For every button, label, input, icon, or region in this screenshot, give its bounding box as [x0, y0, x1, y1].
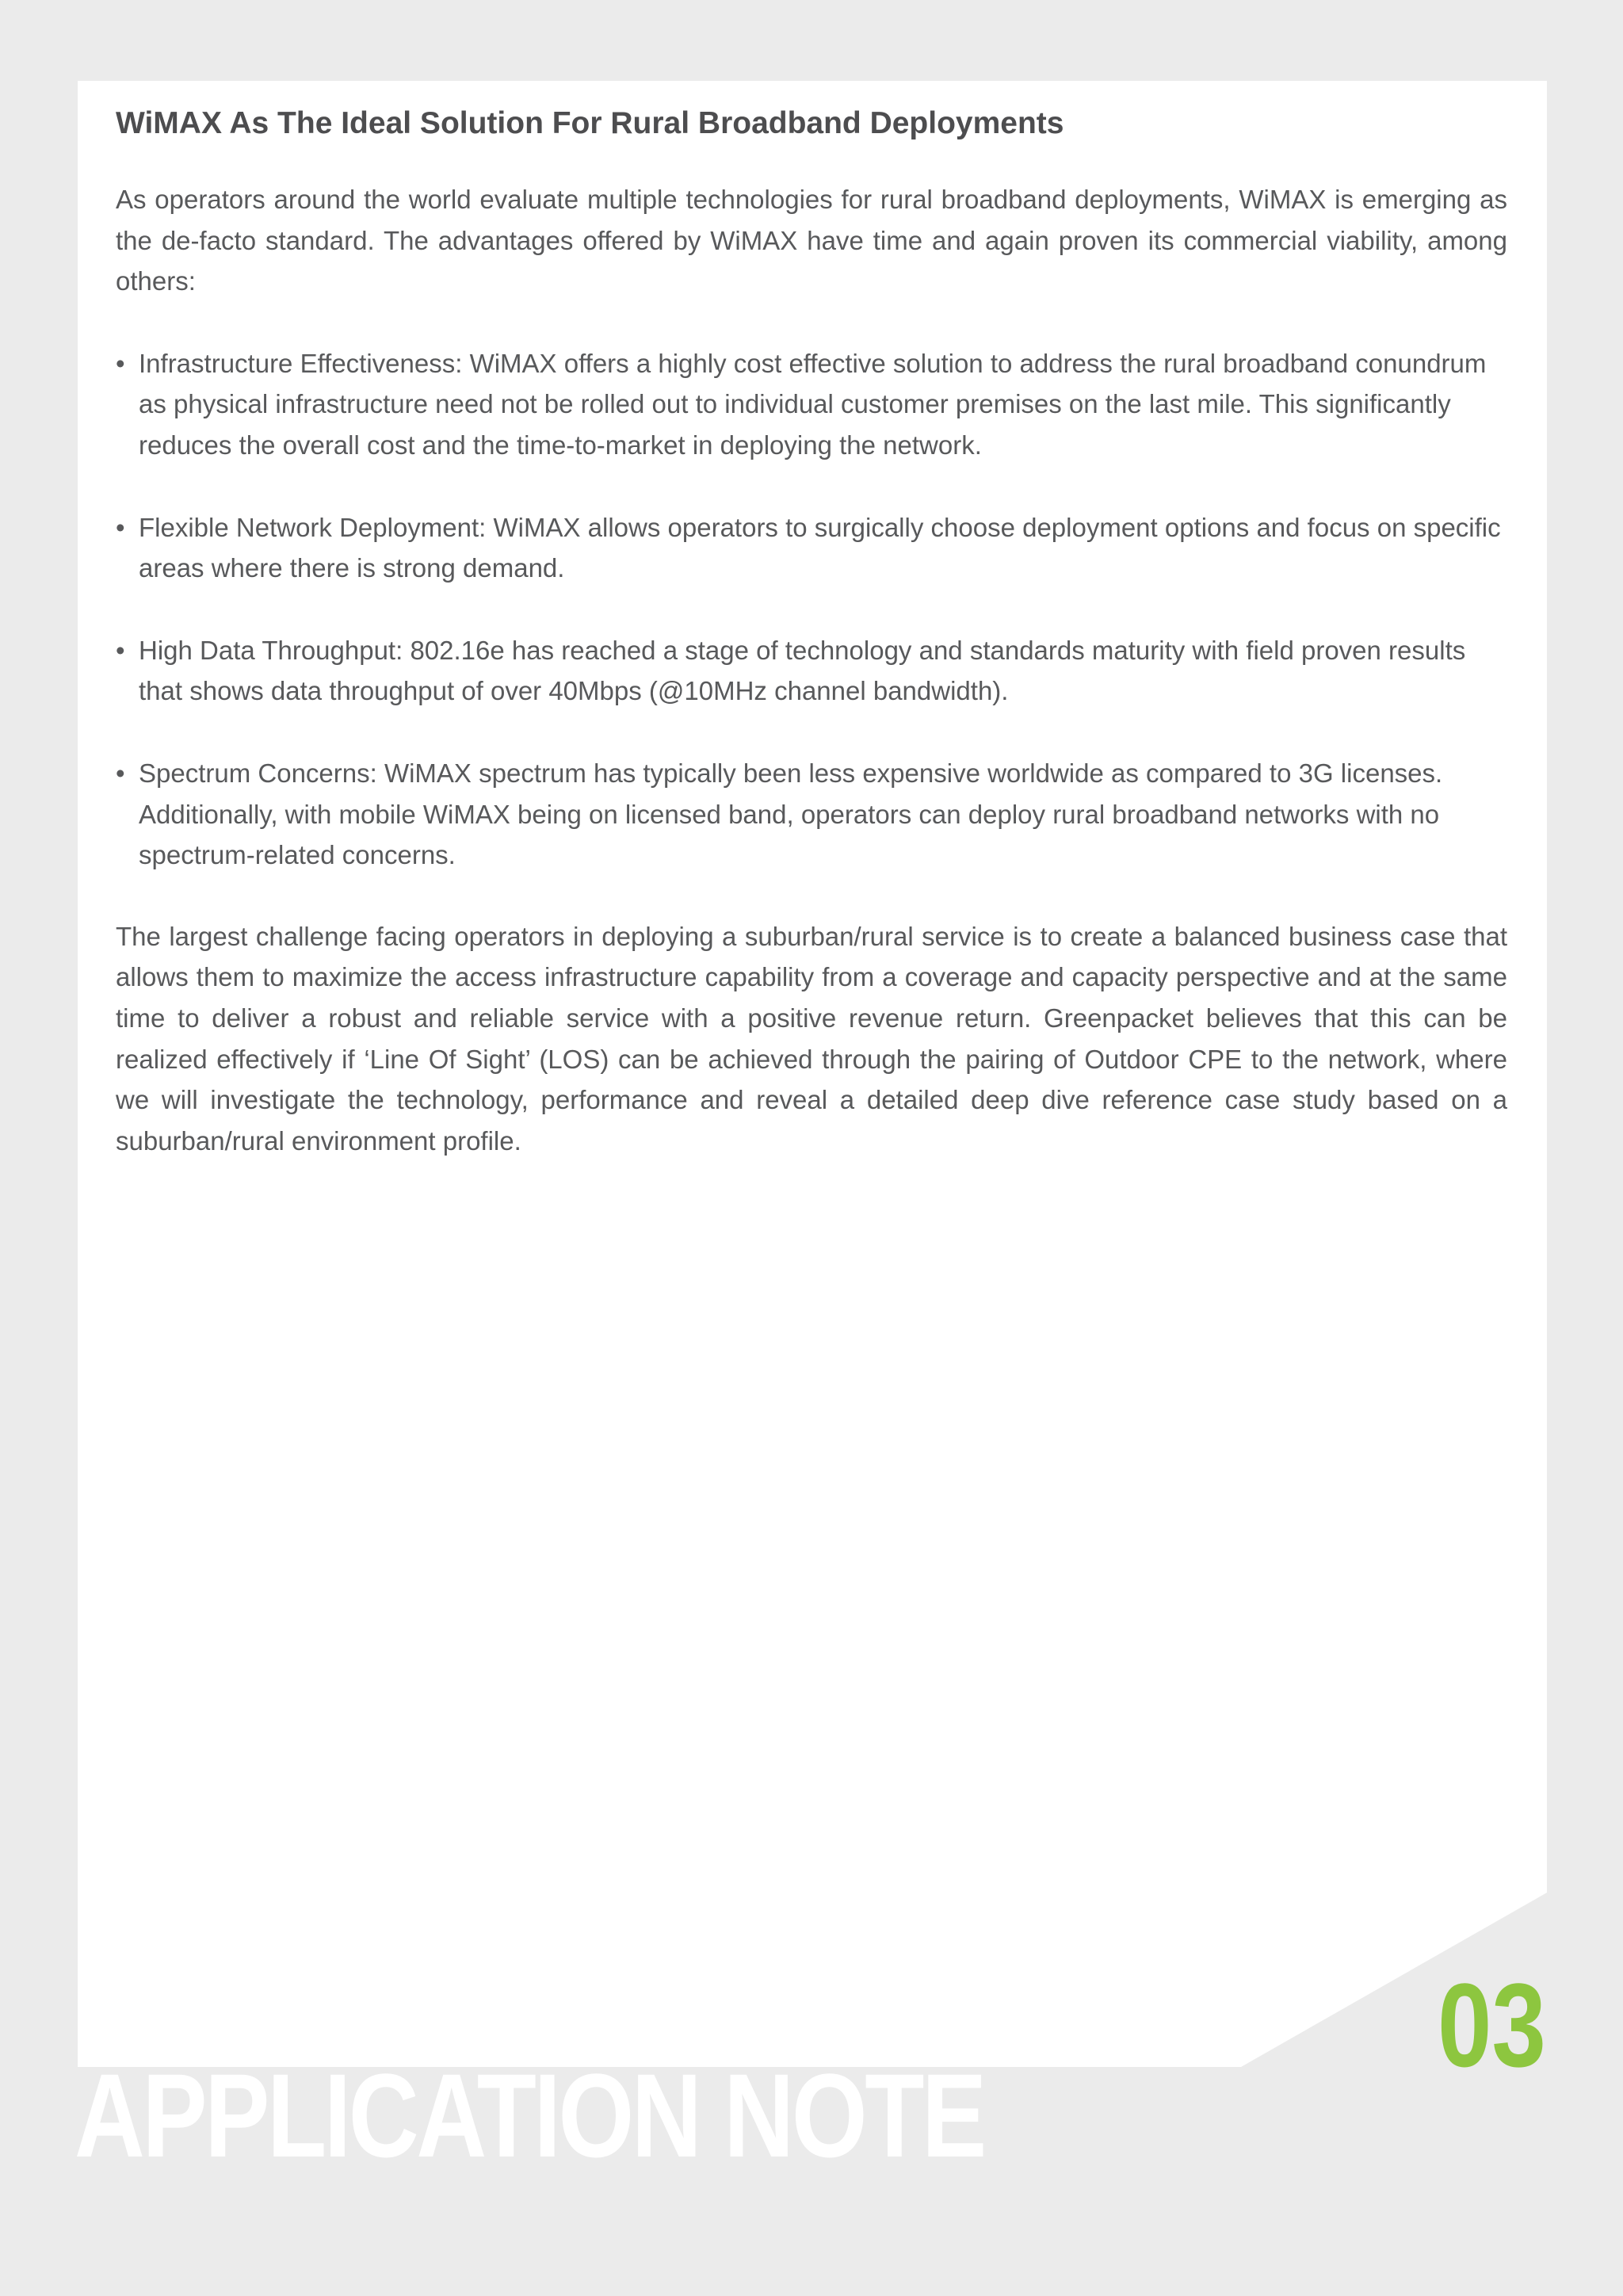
intro-paragraph: As operators around the world evaluate multiple technologies for rural broadband deployments, WiMAX is emerging as the de-facto standard. The advantages offered by WiMAX have time and again proven its commercial viability, among others:: [116, 185, 1507, 296]
list-item: [116, 343, 1507, 466]
application-note-watermark: APPLICATION NOTE: [74, 2049, 984, 2182]
document-body: [116, 101, 1507, 1161]
document-title: WiMAX As The Ideal Solution For Rural Broadband Deployments: [116, 106, 1064, 140]
advantages-list: [116, 343, 1507, 876]
list-item: [116, 507, 1507, 589]
list-item-text: High Data Throughput: 802.16e has reached a stage of technology and standards maturity with field proven results that shows data throughput of over 40Mbps (@10MHz channel bandwidth).: [139, 635, 1466, 706]
page-number: 03: [1438, 1958, 1546, 2092]
bullet-dot: •: [116, 635, 125, 665]
bullet-dot: •: [116, 512, 125, 542]
bullet-dot: •: [116, 758, 125, 788]
list-item-text: Spectrum Concerns: WiMAX spectrum has typically been less expensive worldwide as compared to 3G licenses. Additionally, with mobile WiMAX being on licensed band, operators can deploy rural broadband networks with no spectrum-related concerns.: [139, 758, 1443, 870]
list-item: [116, 753, 1507, 876]
closing-paragraph: The largest challenge facing operators in deploying a suburban/rural service is to create a balanced business case that allows them to maximize the access infrastructure capability from a coverage and capacity perspective and at the same time to deliver a robust and reliable service with a positive revenue return. Greenpacket believes that this can be realized effectively if ‘Line Of Sight’ (LOS) can be achieved through the pairing of Outdoor CPE to the network, where we will investigate the technology, performance and reveal a detailed deep dive reference case study based on a suburban/rural environment profile.: [116, 921, 1507, 1156]
list-item-text: Infrastructure Effectiveness: WiMAX offers a highly cost effective solution to address the rural broadband conundrum as physical infrastructure need not be rolled out to individual customer premises on the last mile. This significantly reduces the overall cost and the time-to-market in deploying the network.: [139, 348, 1487, 460]
list-item: [116, 630, 1507, 712]
list-item-text: Flexible Network Deployment: WiMAX allows operators to surgically choose deployment options and focus on specific areas where there is strong demand.: [139, 512, 1501, 583]
bullet-dot: •: [116, 348, 125, 378]
